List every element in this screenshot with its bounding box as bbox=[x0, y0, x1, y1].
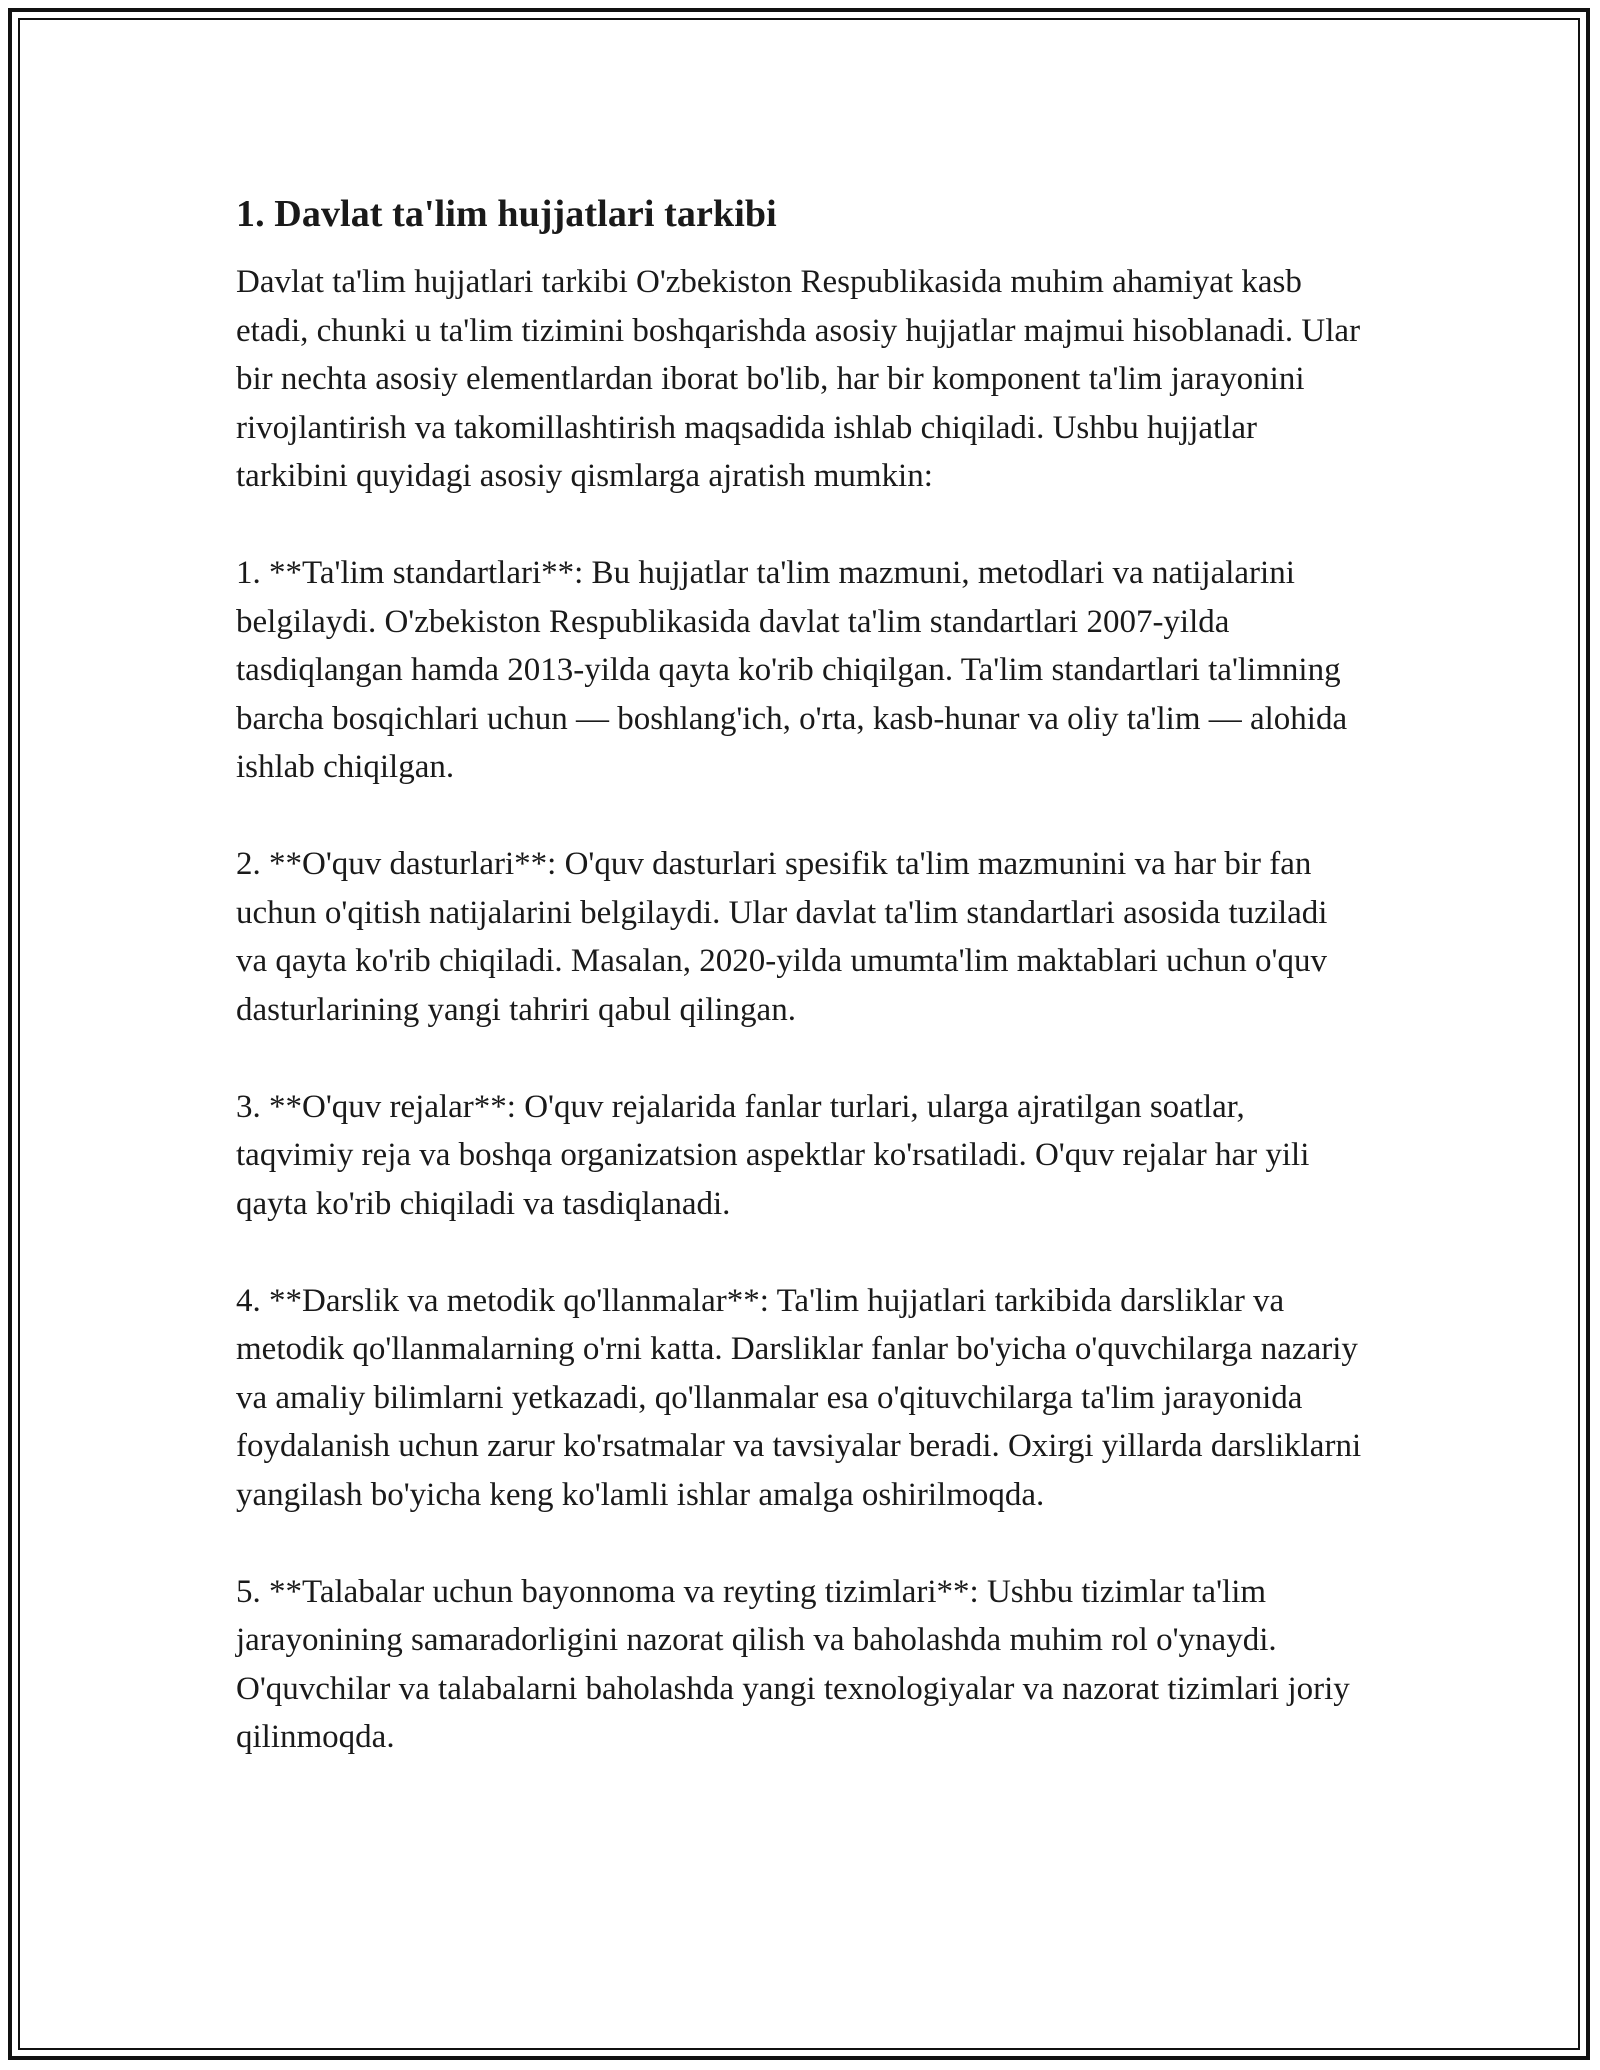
document-body bbox=[236, 186, 1366, 1810]
list-item-reyting-tizimlari: 5. **Talabalar uchun bayonnoma va reyting tizimlari**: Ushbu tizimlar ta'lim jarayonining samaradorligini nazorat qilish va baholashda muhim rol o'ynaydi. O'quvchilar va talabalarni baholashda yangi texnologiyalar va nazorat tizimlari joriy qilinmoqda. bbox=[236, 1573, 1350, 1755]
list-item-oquv-dasturlari: 2. **O'quv dasturlari**: O'quv dasturlari spesifik ta'lim mazmunini va har bir fan uchun o'qitish natijalarini belgilaydi. Ular davlat ta'lim standartlari asosida tuziladi va qayta ko'rib chiqiladi. Masalan, 2020-yilda umumta'lim maktablari uchun o'quv dasturlarining yangi tahriri qabul qilingan. bbox=[236, 846, 1328, 1028]
list-item-darslik-qollanmalar: 4. **Darslik va metodik qo'llanmalar**: Ta'lim hujjatlari tarkibida darsliklar va metodik qo'llanmalarning o'rni katta. Darsliklar fanlar bo'yicha o'quvchilarga nazariy va amaliy bilimlarni yetkazadi, qo'llanmalar esa o'qituvchilarga ta'lim jarayonida foydalanish uchun zarur ko'rsatmalar va tavsiyalar beradi. Oxirgi yillarda darsliklarni yangilash bo'yicha keng ko'lamli ishlar amalga oshirilmoqda. bbox=[236, 1282, 1362, 1513]
list-item-oquv-rejalar: 3. **O'quv rejalar**: O'quv rejalarida fanlar turlari, ularga ajratilgan soatlar, taqvimiy reja va boshqa organizatsion aspektlar ko'rsatiladi. O'quv rejalar har yili qayta ko'rib chiqiladi va tasdiqlanadi. bbox=[236, 1088, 1310, 1222]
intro-paragraph: Davlat ta'lim hujjatlari tarkibi O'zbekiston Respublikasida muhim ahamiyat kasb etadi, chunki u ta'lim tizimini boshqarishda asosiy hujjatlar majmui hisoblanadi. Ular bir nechta asosiy elementlardan iborat bo'lib, har bir komponent ta'lim jarayonini rivojlantirish va takomillashtirish maqsadida ishlab chiqiladi. Ushbu hujjatlar tarkibini quyidagi asosiy qismlarga ajratish mumkin: bbox=[236, 264, 1361, 494]
section-heading: 1. Davlat ta'lim hujjatlari tarkibi bbox=[236, 193, 777, 235]
list-item-talim-standartlari: 1. **Ta'lim standartlari**: Bu hujjatlar ta'lim mazmuni, metodlari va natijalarini belgilaydi. O'zbekiston Respublikasida davlat ta'lim standartlari 2007-yilda tasdiqlangan hamda 2013-yilda qayta ko'rib chiqilgan. Ta'lim standartlari ta'limning barcha bosqichlari uchun — boshlang'ich, o'rta, kasb-hunar va oliy ta'lim — alohida ishlab chiqilgan. bbox=[236, 555, 1348, 785]
